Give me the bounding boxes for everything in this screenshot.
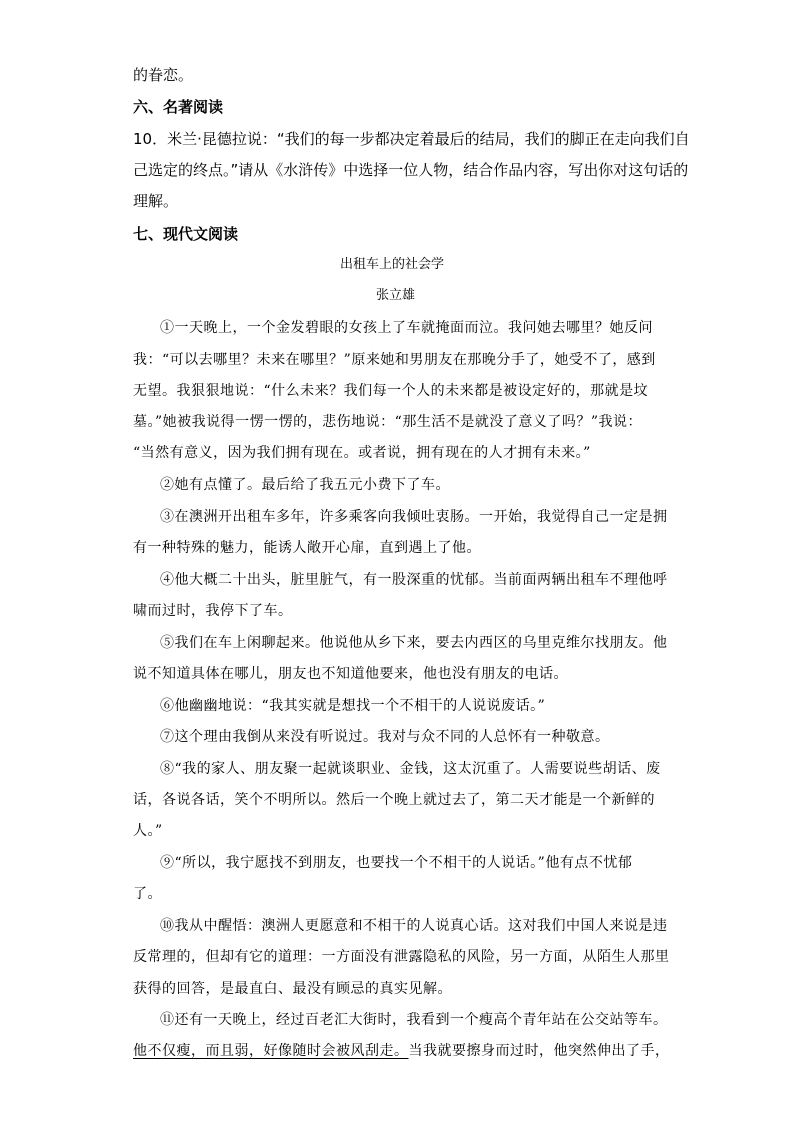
underlined-sentence: 他不仅瘦，而且弱，好像随时会被风刮走。 (133, 1043, 409, 1059)
article-title: 出租车上的社会学 (340, 257, 445, 272)
paragraph-line: ⑥他幽幽地说：“我其实就是想找一个不相干的人说说废话。” (160, 698, 546, 714)
paragraph-line: ③在澳洲开出租车多年，许多乘客向我倾吐衷肠。一开始，我觉得自己一定是拥 (160, 509, 668, 525)
paragraph-line: ⑪还有一天晚上，经过百老汇大街时，我看到一个瘦高个青年站在公交站等车。 (160, 1012, 668, 1028)
question-10-line-2: 己选定的终点。”请从《水浒传》中选择一位人物，结合作品内容，写出你对这句话的 (133, 161, 689, 179)
paragraph-line: “当然有意义，因为我们拥有现在。或者说，拥有现在的人才拥有未来。” (133, 445, 591, 461)
question-10-line-1: 10．米兰·昆德拉说：“我们的每一步都决定着最后的结局，我们的脚正在走向我们自 (133, 130, 690, 148)
paragraph-line: ⑤我们在车上闲聊起来。他说他从乡下来，要去内西区的乌里克维尔找朋友。他 (160, 635, 668, 651)
section-heading-famous-works: 六、名著阅读 (133, 98, 224, 116)
paragraph-line: 人。” (133, 823, 163, 839)
paragraph-line: 啸而过时，我停下了车。 (133, 603, 293, 619)
paragraph-line: ⑩我从中醒悟：澳洲人更愿意和不相干的人说真心话。这对我们中国人来说是违 (160, 918, 668, 934)
paragraph-line: 有一种特殊的魅力，能诱人敞开心扉，直到遇上了他。 (133, 540, 481, 556)
continued-text-line: 的眷恋。 (133, 66, 194, 84)
paragraph-line: 墓。”她被我说得一愣一愣的，悲伤地说：“那生活不是就没了意义了吗？”我说： (133, 414, 642, 430)
paragraph-line: 获得的回答，是最直白、最没有顾忌的真实见解。 (133, 981, 452, 997)
article-author: 张立雄 (376, 288, 416, 303)
paragraph-line: ⑨“所以，我宁愿找不到朋友，也要找一个不相干的人说话。”他有点不忧郁 (160, 855, 633, 871)
question-10-line-3: 理解。 (133, 192, 179, 210)
section-heading-modern-reading: 七、现代文阅读 (133, 225, 239, 243)
sentence-continuation: 当我就要擦身而过时，他突然伸出了手， (408, 1043, 670, 1059)
paragraph-line: 无望。我狠狠地说：“什么未来？我们每一个人的未来都是被设定好的，那就是坟 (133, 383, 649, 399)
paragraph-line: ⑦这个理由我倒从来没有听说过。我对与众不同的人总怀有一种敬意。 (160, 729, 610, 745)
paragraph-line: 反常理的，但却有它的道理：一方面没有泄露隐私的风险，另一方面，从陌生人那里 (133, 949, 670, 965)
paragraph-line: ④他大概二十出头，脏里脏气，有一股深重的忧郁。当前面两辆出租车不理他呼 (160, 572, 668, 588)
paragraph-line: 了。 (133, 886, 162, 902)
paragraph-line: ①一天晚上，一个金发碧眼的女孩上了车就掩面而泣。我问她去哪里？她反问 (160, 320, 653, 336)
paragraph-line: 话，各说各话，笑个不明所以。然后一个晚上就过去了，第二天才能是一个新鲜的 (133, 792, 655, 808)
paragraph-line: ②她有点懂了。最后给了我五元小费下了车。 (160, 477, 450, 493)
paragraph-line: 我：“可以去哪里？未来在哪里？”原来她和男朋友在那晚分手了，她受不了，感到 (133, 352, 656, 368)
paragraph-line: 说不知道具体在哪儿，朋友也不知道他要来，他也没有朋友的电话。 (133, 666, 568, 682)
paragraph-line-last (133, 1041, 670, 1061)
paragraph-line: ⑧“我的家人、朋友聚一起就谈职业、金钱，这太沉重了。人需要说些胡话、废 (160, 761, 661, 777)
